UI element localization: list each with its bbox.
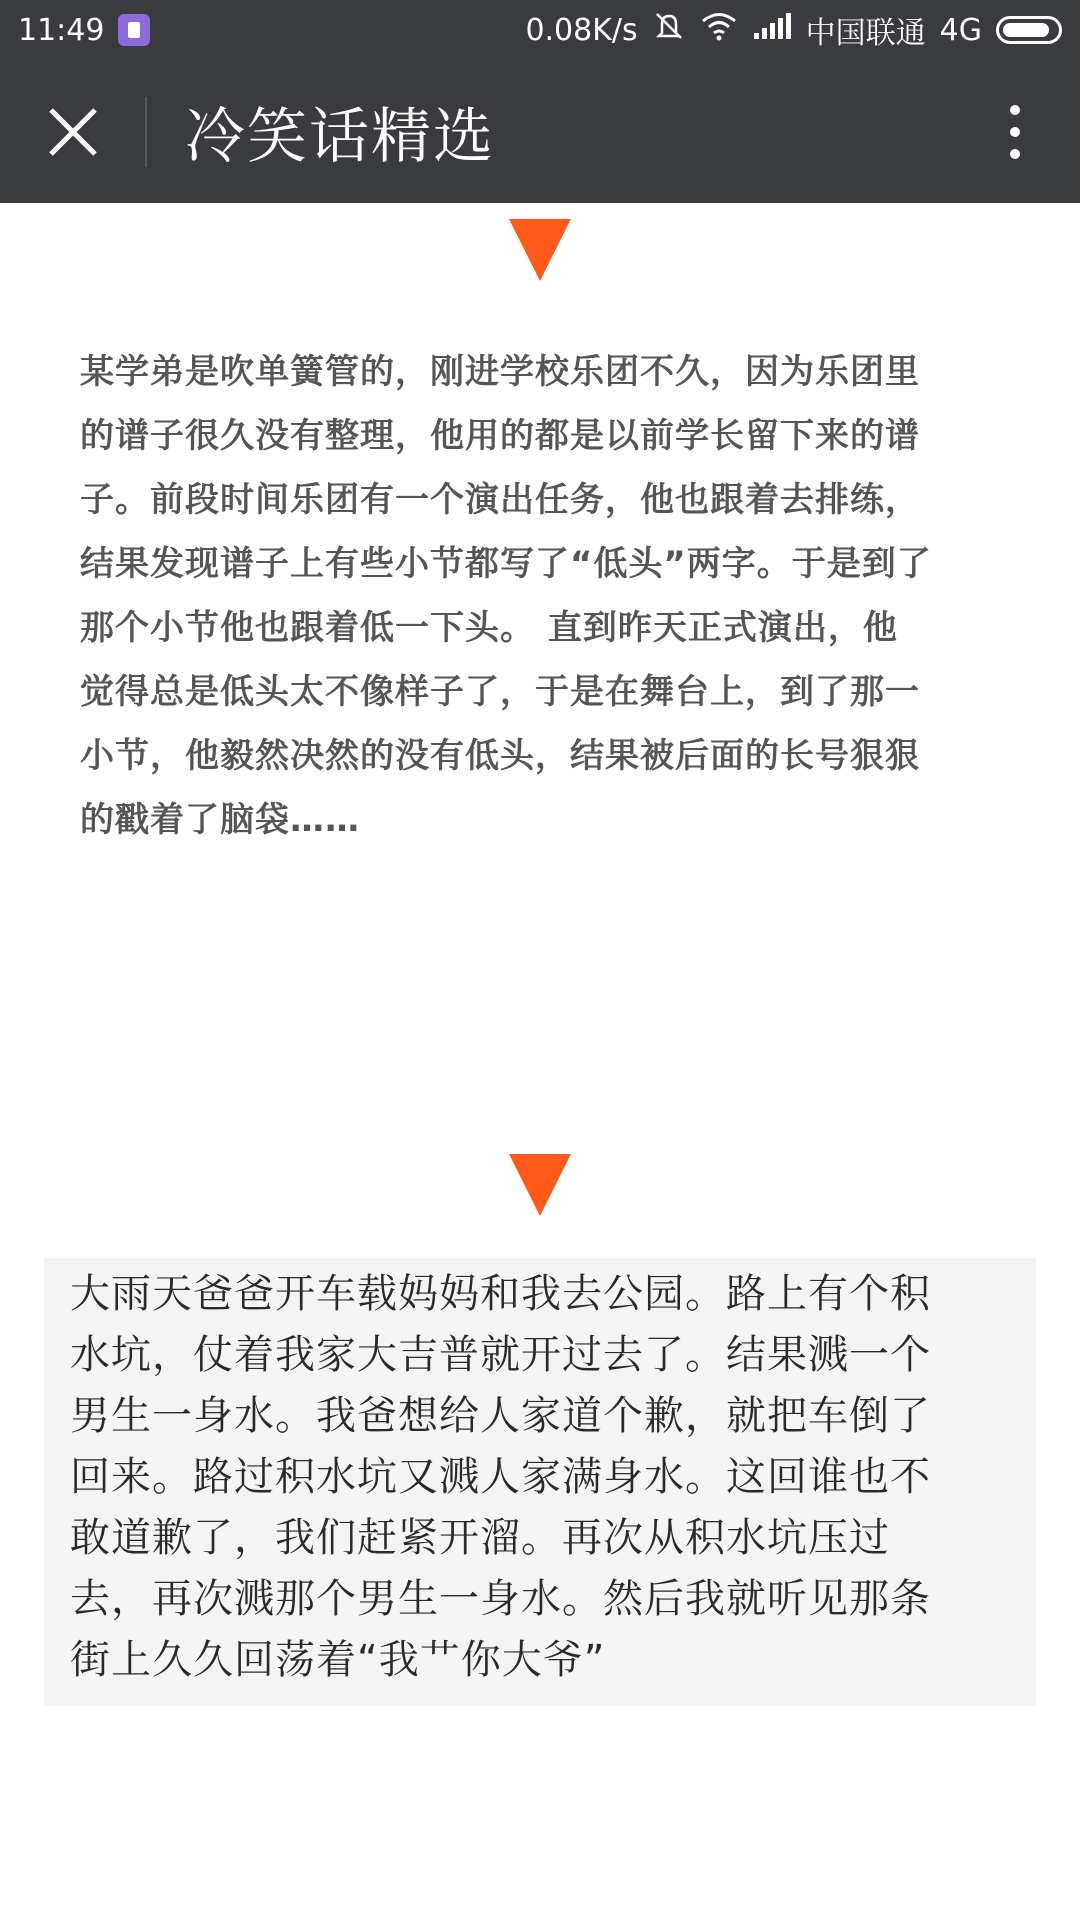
joke-line: 某学弟是吹单簧管的，刚进学校乐团不久，因为乐团里: [80, 352, 920, 392]
more-vertical-icon-dot: [1010, 149, 1020, 159]
joke-line: 水坑，仗着我家大吉普就开过去了。结果溅一个: [70, 1332, 931, 1378]
more-vertical-icon: [1010, 105, 1020, 115]
joke-line: 觉得总是低头太不像样子了，于是在舞台上，到了那一: [80, 672, 920, 712]
page-title: 冷笑话精选: [185, 101, 495, 172]
joke-line: 的谱子很久没有整理，他用的都是以前学长留下来的谱: [80, 416, 920, 456]
joke-line: 小节，他毅然决然的没有低头，结果被后面的长号狠狠: [80, 736, 920, 776]
joke-line: 大雨天爸爸开车载妈妈和我去公园。路上有个积: [70, 1271, 931, 1317]
status-time: 11:49: [18, 12, 105, 48]
joke-line: 街上久久回荡着“我艹你大爷”: [70, 1637, 606, 1683]
joke-line: 结果发现谱子上有些小节都写了“低头”两字。于是到了: [80, 544, 932, 584]
title-bar: [0, 60, 1080, 203]
close-icon: [47, 106, 99, 158]
battery-icon: [996, 16, 1062, 44]
status-left: [18, 13, 164, 48]
app-notification-icon: [118, 14, 150, 46]
title-divider: [145, 97, 147, 167]
joke-line: 男生一身水。我爸想给人家道个歉，就把车倒了: [70, 1393, 931, 1439]
joke-line: 去，再次溅那个男生一身水。然后我就听见那条: [70, 1576, 931, 1622]
joke-line: 敢道歉了，我们赶紧开溜。再次从积水坑压过: [70, 1515, 890, 1561]
more-vertical-icon-dot: [1010, 127, 1020, 137]
joke-line: 子。前段时间乐团有一个演出任务，他也跟着去排练，: [80, 480, 920, 520]
joke-line: 的戳着了脑袋……: [80, 800, 360, 840]
joke-text-2: [70, 1264, 1010, 1691]
network-speed: 0.08K/s: [525, 12, 638, 48]
joke-text-1: [80, 340, 1020, 852]
wifi-icon: [700, 11, 738, 49]
more-menu-button[interactable]: [980, 60, 1050, 203]
joke-line: 回来。路过积水坑又溅人家满身水。这回谁也不: [70, 1454, 931, 1500]
down-arrow-icon: [507, 215, 573, 281]
close-button[interactable]: [0, 60, 145, 203]
status-bar: [0, 0, 1080, 60]
down-arrow-icon: [507, 1150, 573, 1216]
status-right: [525, 8, 1062, 52]
signal-icon: [752, 11, 792, 49]
joke-line: 那个小节他也跟着低一下头。 直到昨天正式演出，他: [80, 608, 898, 648]
network-type: 4G: [939, 12, 982, 48]
carrier-label: 中国联通: [805, 16, 926, 51]
mute-icon: [652, 9, 686, 51]
